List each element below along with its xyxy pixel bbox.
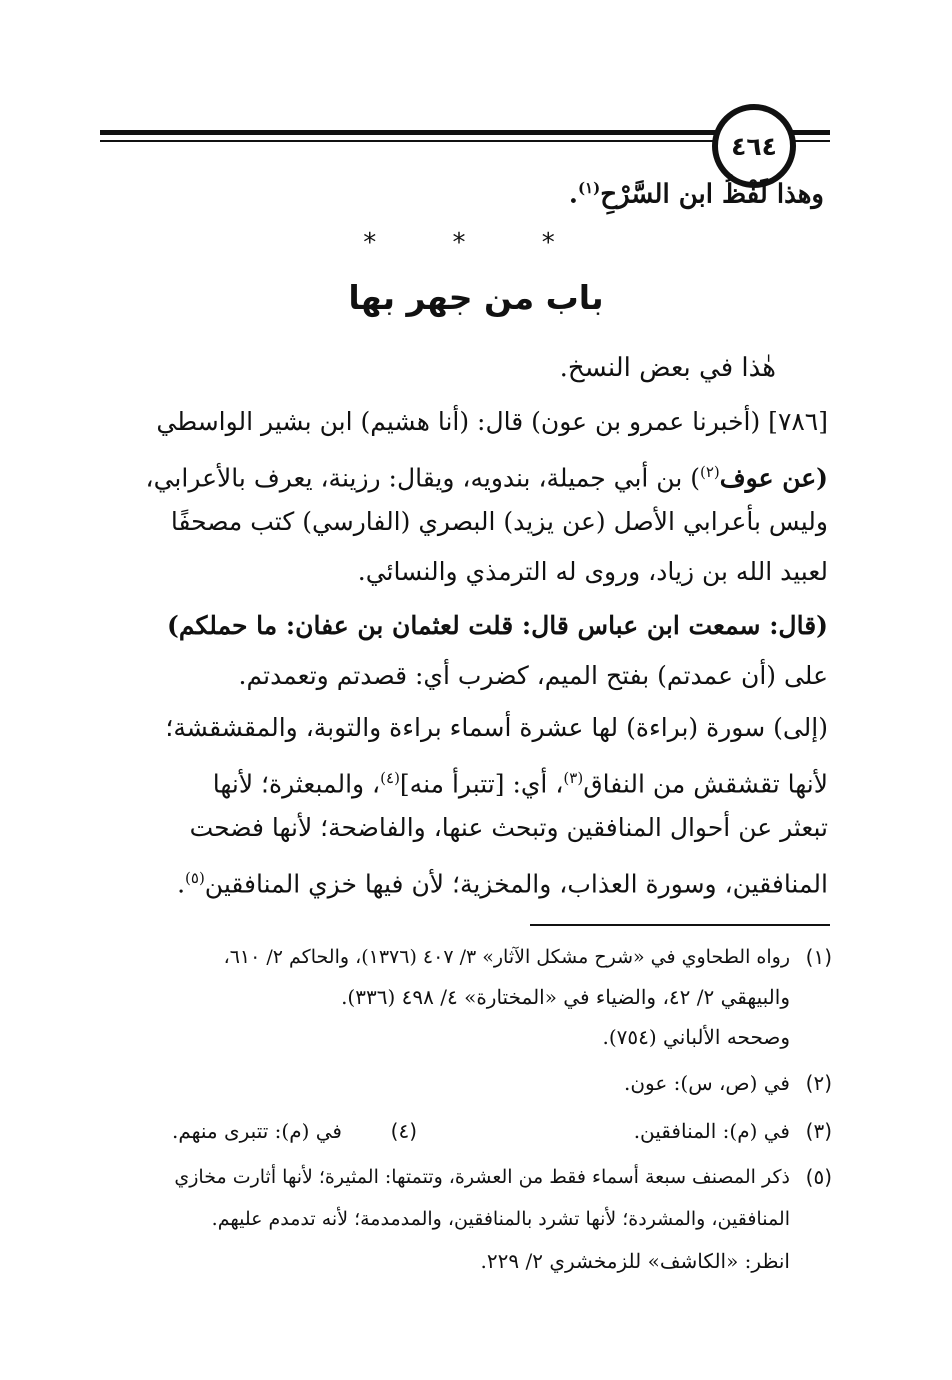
section-separator: * * * <box>363 228 589 258</box>
text-line: (إلى) سورة (براءة) لها عشرة أسماء براءة والتوبة، والمقشقشة؛ <box>165 713 828 742</box>
text-line: [٧٨٦] (أخبرنا عمرو بن عون) قال: (أنا هشيم) ابن بشير الواسطي <box>156 407 828 436</box>
footnote-text: رواه الطحاوي في «شرح مشكل الآثار» ٣/ ٤٠٧ (١٣٧٦)، والحاكم ٢/ ٦١٠، <box>223 946 790 968</box>
text-line: (قال: سمعت ابن عباس قال: قلت لعثمان بن عفان: ما حملكم) <box>167 611 828 640</box>
footnote-ref-2[interactable]: (٢) <box>699 463 720 481</box>
header-rule-bottom <box>100 140 720 142</box>
footnote-ref-1[interactable]: (١) <box>577 179 601 197</box>
footnote-number: (٥) <box>805 1165 832 1189</box>
page-number: ٤٦٤ <box>731 131 777 161</box>
text-line: (عن عوف$^{(٢)}$) بن أبي جميلة، بندويه، ويقال: رزينة، يعرف بالأعرابي، <box>145 463 828 493</box>
footnote-separator <box>530 924 830 926</box>
text-line: على (أن عمدتم) بفتح الميم، كضرب أي: قصدتم وتعمدتم. <box>238 661 828 690</box>
footnote-number: (٣) <box>805 1119 832 1143</box>
footnote-text: ذكر المصنف سبعة أسماء فقط من العشرة، وتتمتها: المثيرة؛ لأنها أثارت مخازي <box>174 1166 790 1188</box>
footnote-ref-5[interactable]: (٥) <box>185 869 205 887</box>
text-line: المنافقين، وسورة العذاب، والمخزية؛ لأن فيها خزي المنافقين$^{(٥)}$. <box>177 869 828 899</box>
footnote-number: (٤) <box>390 1119 417 1143</box>
footnote-text: المنافقين، والمشردة؛ لأنها تشرد بالمنافقين، والمدمدمة؛ لأنه تدمدم عليهم. <box>211 1208 790 1230</box>
header-rule-top <box>100 130 720 135</box>
footnote-number: (٢) <box>805 1071 832 1095</box>
header-rule-right-top <box>790 130 830 135</box>
text-line: لأنها تقشقش من النفاق$^{(٣)}$، أي: [تتبرأ منه]$^{(٤)}$، والمبعثرة؛ لأنها <box>212 769 828 799</box>
text-line: هٰذا في بعض النسخ. <box>559 353 776 383</box>
footnote-text: انظر: «الكاشف» للزمخشري ٢/ ٢٢٩. <box>480 1249 790 1273</box>
footnote-text: في (ص، س): عون. <box>623 1071 790 1095</box>
footnote-number: (١) <box>805 945 832 969</box>
footnote-text: وصححه الألباني (٧٥٤). <box>602 1025 790 1049</box>
text-line: تبعثر عن أحوال المنافقين وتبحث عنها، والفاضحة؛ لأنها فضحت <box>189 813 828 842</box>
footnote-text: في (م): المنافقين. <box>633 1119 790 1143</box>
header-rule-right-bottom <box>790 140 830 142</box>
footnote-text: والبيهقي ٢/ ٤٢، والضياء في «المختارة» ٤/ ٤٩٨ (٣٣٦). <box>341 985 790 1009</box>
chapter-heading: باب من جهر بها <box>348 278 604 317</box>
text-line: وليس بأعرابي الأصل (عن يزيد) البصري (الفارسي) كتب مصحفًا <box>170 507 828 536</box>
footnote-text: في (م): تتبرى منهم. <box>172 1119 342 1143</box>
footnote-ref-3[interactable]: (٣) <box>563 769 584 787</box>
footnote-ref-4[interactable]: (٤) <box>380 769 400 787</box>
intro-line: وهذا لَفْظُ ابن السَّرْحِ$^{(١)}$. <box>568 179 824 210</box>
intro-text: وهذا لَفْظُ ابن السَّرْحِ <box>600 179 824 210</box>
text-line: لعبيد الله بن زياد، وروى له الترمذي والنسائي. <box>357 557 828 586</box>
